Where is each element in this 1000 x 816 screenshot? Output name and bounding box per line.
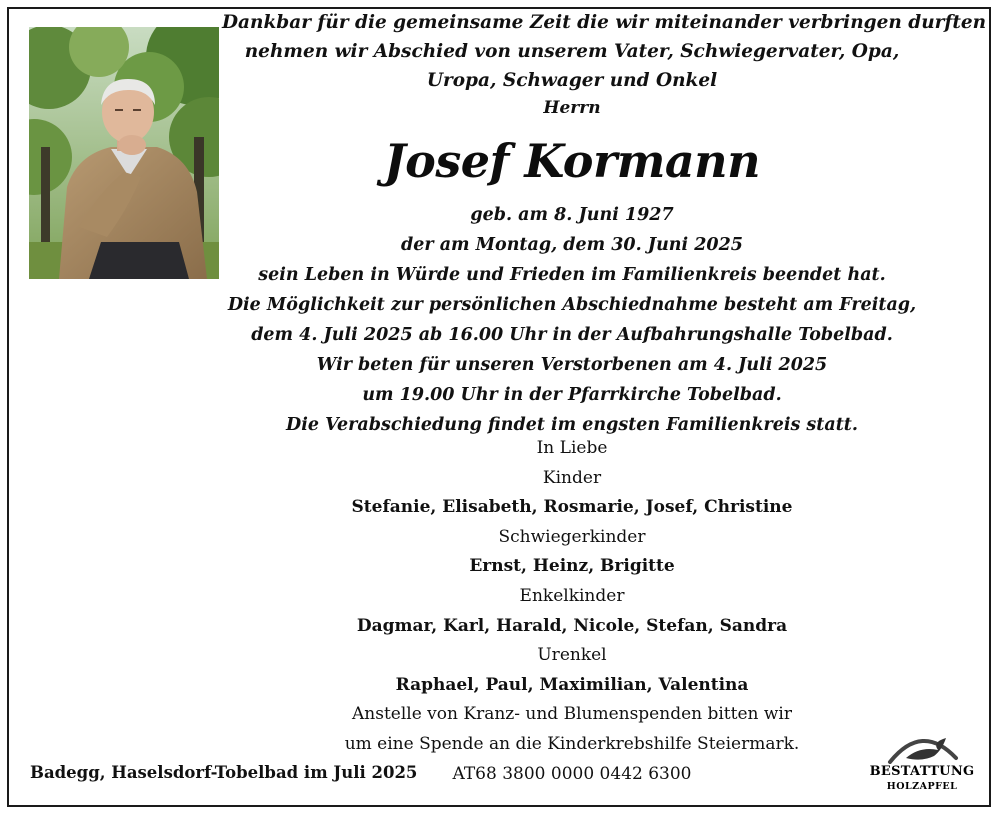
detail-line: der am Montag, dem 30. Juni 2025 (401, 235, 743, 255)
detail-line: um 19.00 Uhr in der Pfarrkirche Tobelbad. (362, 385, 782, 405)
closing-text: In Liebe (536, 438, 608, 458)
intro-text (222, 8, 987, 95)
grandchildren-label: Enkelkinder (519, 585, 625, 606)
family-block (222, 434, 922, 789)
intro-line-1: Dankbar für die gemeinsame Zeit die wir miteinander verbringen durften (222, 12, 987, 33)
great-grandchildren-names: Raphael, Paul, Maximilian, Valentina (395, 674, 749, 695)
deceased-name: Josef Kormann (383, 134, 761, 188)
inlaws-names: Ernst, Heinz, Brigitte (469, 556, 675, 577)
donation-iban: AT68 3800 0000 0442 6300 (452, 763, 692, 784)
portrait-photo (29, 27, 219, 279)
donation-line-2: um eine Spende an die Kinderkrebshilfe Steiermark. (344, 733, 800, 754)
logo-subtitle: HOLZAPFEL (886, 781, 958, 792)
place-date: Badegg, Haselsdorf-Tobelbad im Juli 2025 (30, 763, 418, 782)
details-block (222, 200, 922, 440)
portrait-image (29, 27, 219, 279)
grandchildren-names: Dagmar, Karl, Harald, Nicole, Stefan, Sandra (356, 615, 788, 636)
detail-line: sein Leben in Würde und Frieden im Familienkreis beendet hat. (258, 265, 886, 285)
salutation: Herrn (543, 98, 601, 118)
inlaws-label: Schwiegerkinder (498, 526, 646, 547)
logo-title: BESTATTUNG (869, 764, 975, 779)
intro-line-2: nehmen wir Abschied von unserem Vater, Schwiegervater, Opa, (244, 41, 900, 62)
funeral-home-logo (862, 728, 982, 798)
detail-line: Wir beten für unseren Verstorbenen am 4. Juli 2025 (316, 355, 828, 375)
intro-line-3: Uropa, Schwager und Onkel (426, 70, 718, 91)
dove-arc-icon (862, 728, 982, 764)
detail-line: Die Verabschiedung findet im engsten Familienkreis statt. (286, 415, 858, 435)
donation-line-1: Anstelle von Kranz- und Blumenspenden bitten wir (352, 704, 792, 725)
detail-line: Die Möglichkeit zur persönlichen Abschiednahme besteht am Freitag, (227, 295, 917, 315)
detail-line: dem 4. Juli 2025 ab 16.00 Uhr in der Aufbahrungshalle Tobelbad. (251, 325, 893, 345)
children-label: Kinder (542, 467, 602, 488)
children-names: Stefanie, Elisabeth, Rosmarie, Josef, Christine (351, 497, 793, 518)
great-grandchildren-label: Urenkel (537, 645, 607, 666)
detail-line: geb. am 8. Juni 1927 (470, 205, 674, 225)
